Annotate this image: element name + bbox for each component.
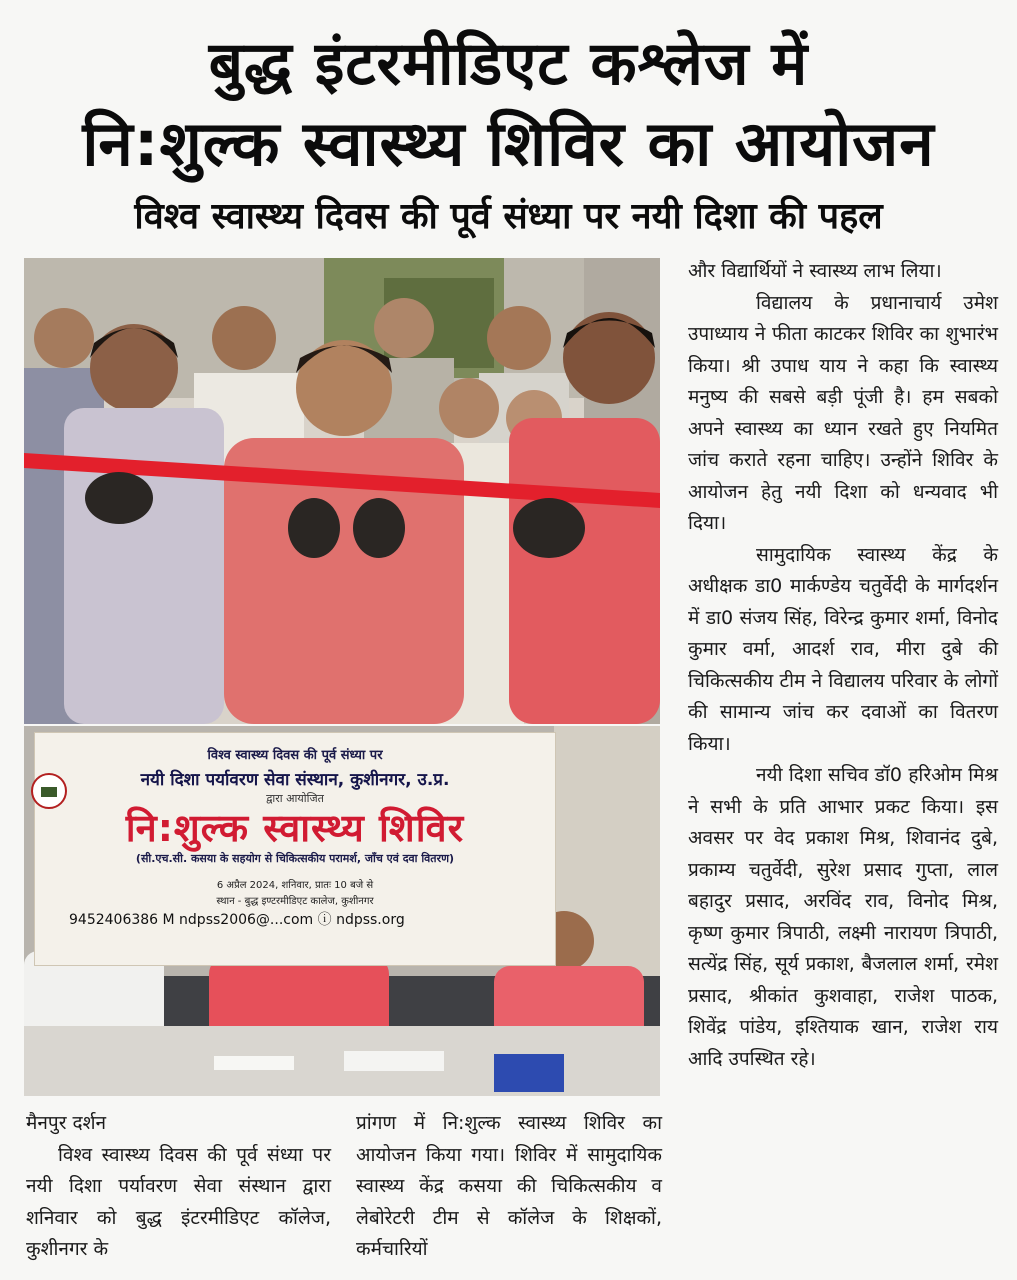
headline-line-2: नि:शुल्क स्वास्थ्य शिविर का आयोजन [82, 107, 935, 180]
banner-contact: 9452406386 M ndpss2006@...com ⓘ ndpss.org [69, 912, 405, 928]
article-paragraph-2: विद्यालय के प्रधानाचार्य उमेश उपाध्याय ने फीता काटकर शिविर का शुभारंभ किया। श्री उपाध याय ने कहा कि स्वास्थ्य मनुष्य की सबसे बड़ी पूंजी है। हम सबको अपने स्वास्थ्य का ध्यान रखते हुए नियमित जांच कराते रहना चाहिए। उन्होंने शिविर के आयोजन हेतु नयी दिशा को धन्यवाद भी दिया। [688, 291, 998, 534]
headline-line-1: बुद्ध इंटरमीडिएट कश्लेज में [208, 29, 809, 99]
banner-line-7: स्थान - बुद्ध इण्टरमीडिएट कालेज, कुशीनगर [216, 896, 374, 907]
bp-monitor-box [494, 1054, 564, 1092]
article-paragraph-4: नयी दिशा सचिव डॉ0 हरिओम मिश्र ने सभी के प्रति आभार प्रकट किया। इस अवसर पर वेद प्रकाश मिश्र, शिवानंद दुबे, प्रकाम्य चतुर्वेदी, सुरेश प्रसाद गुप्ता, लाल बहादुर प्रसाद, अरविंद राव, विनोद मिश्र, कृष्ण कुमार त्रिपाठी, लक्ष्मी नारायण त्रिपाठी, सत्येंद्र सिंह, सूर्य प्रकाश, बैजलाल शर्मा, रमेश प्रसाद, श्रीकांत कुशवाहा, राजेश पाठक, शिवेंद्र पांडेय, इश्तियाक खान, राजेश राय आदि उपस्थित रहे। [688, 764, 998, 1070]
subheadline: विश्व स्वास्थ्य दिवस की पूर्व संध्या पर नयी दिशा की पहल [134, 196, 883, 237]
banner-line-1: विश्व स्वास्थ्य दिवस की पूर्व संध्या पर [207, 748, 383, 763]
article-paragraph-3: सामुदायिक स्वास्थ्य केंद्र के अधीक्षक डा0 मार्कण्डेय चतुर्वेदी के मार्गदर्शन में डा0 संजय सिंह, विरेन्द्र कुमार शर्मा, विनोद कुमार वर्मा, आदर्श राव, मीरा दुबे की चिकित्सकीय टीम ने विद्यालय परिवार के लोगों की सामान्य जांच कर दवाओं का वितरण किया। [688, 543, 998, 755]
banner-line-3: द्वारा आयोजित [266, 792, 324, 805]
article-paragraph-1-end: और विद्यार्थियों ने स्वास्थ्य लाभ लिया। [688, 260, 942, 282]
banner-line-5: (सी.एच.सी. कसया के सहयोग से चिकित्सकीय परामर्श, जाँच एवं दवा वितरण) [135, 852, 455, 865]
dateline: मैनपुर दर्शन [26, 1112, 107, 1134]
banner-line-2: नयी दिशा पर्यावरण सेवा संस्थान, कुशीनगर, उ.प्र. [140, 770, 450, 790]
ribbon-cutting-illustration [24, 258, 660, 724]
article-right-column [688, 256, 998, 1075]
article-paragraph-1-start: विश्व स्वास्थ्य दिवस की पूर्व संध्या पर नयी दिशा पर्यावरण सेवा संस्थान द्वारा शनिवार को बुद्ध इंटरमीडिएट कॉलेज, कुशीनगर के [26, 1143, 331, 1260]
ribbon-cutting-photo [24, 258, 660, 724]
camp-banner [34, 732, 556, 966]
article-middle-column [356, 1108, 662, 1266]
article-left-column [26, 1108, 331, 1266]
banner-title: नि:शुल्क स्वास्थ्य शिविर [125, 806, 465, 850]
article-paragraph-1-middle: प्रांगण में नि:शुल्क स्वास्थ्य शिविर का आयोजन किया गया। शिविर में सामुदायिक स्वास्थ्य केंद्र कसया की चिकित्सकीय व लेबोरेटरी टीम से कॉलेज के शिक्षकों, कर्मचारियों [356, 1112, 662, 1260]
banner-line-6: 6 अप्रैल 2024, शनिवार, प्रातः 10 बजे से [216, 880, 374, 891]
health-camp-photo [24, 726, 660, 1096]
